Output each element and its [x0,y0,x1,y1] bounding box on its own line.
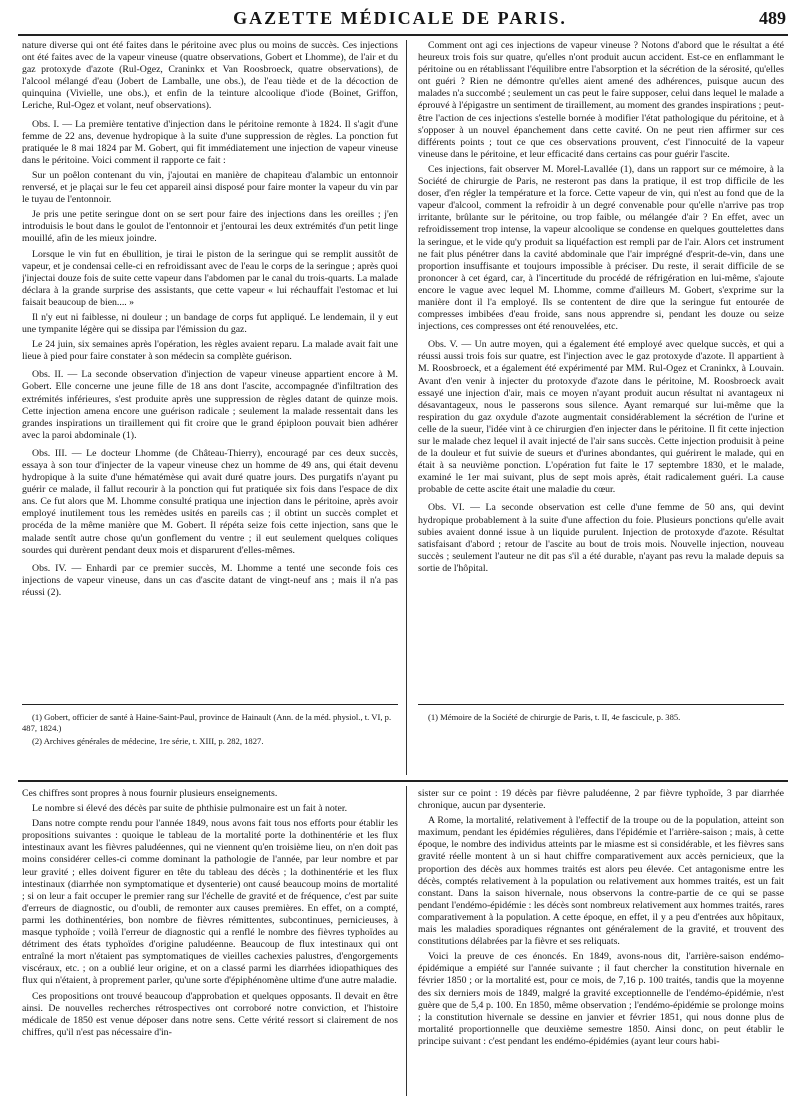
page-number: 489 [759,8,786,28]
paragraph: Je pris une petite seringue dont on se sert pour faire des injections dans les oreilles ; j'en introduisis le bout dans le goulot de l'entonnoir et j'entourai les deux extrémités d'un petit linge mouillé, afin de les mieux joindre. [22,209,398,245]
paragraph: Ces propositions ont trouvé beaucoup d'approbation et quelques opposants. Il devait en être ainsi. De nouvelles recherches rétrospectives ont corroboré notre conviction, et l'histoire médicale de 1850 est venue déposer dans notre sens. Cette vérité ressort si clairement de nos chiffres, qu'il n'est pas nécessaire d'in- [22,990,398,1038]
page-title: GAZETTE MÉDICALE DE PARIS. [233,8,567,28]
column-divider [406,786,407,1096]
footnote: (1) Mémoire de la Société de chirurgie de Paris, t. II, 4e fascicule, p. 385. [428,712,681,722]
article-column-right [418,40,784,692]
article-column-left [22,40,398,692]
page-header [0,0,800,36]
footnote-rule [22,704,398,705]
column-divider [406,40,407,775]
paragraph: sister sur ce point : 19 décès par fièvre paludéenne, 2 par fièvre typhoïde, 3 par diarrhée chronique, aucun par dysenterie. [418,788,784,812]
paragraph: Obs. II. — La seconde observation d'injection de vapeur vineuse appartient encore à M. Gobert. Elle concerne une jeune fille de 18 ans dont l'ascite, accompagnée d'infiltration des extrémités inférieures, s'est produite après une suppression de règles datant de quinze mois. Cette injection amena encore une guérison radicale ; seulement la malade ressentait dans les grandes inspirations un tiraillement qui fit croire que le grand épiploon pouvait bien adhérer avec la paroi abdominale (1). [22,369,398,441]
footnote: (1) Gobert, officier de santé à Haine-Saint-Paul, province de Hainault (Ann. de la méd. physiol., t. VI, p. 487, 1824.) [22,712,392,733]
paragraph: A Rome, la mortalité, relativement à l'effectif de la troupe ou de la population, atteint son maximum, pendant les épidémies régulières, dans l'épidémie et l'arrière-saison ; mais, à cette époque, le nombre des individus atteints par le miasme est si considérable, et les fièvres sans gravité réelle montent à un si haut chiffre comparativement aux accès pernicieux, que la proportion des décès aux hommes traités est alors peu élevée. Cet antagonisme entre les décès, comptés relativement à la population ou relativement aux hommes traités, est un fait constant. Dans la saison hivernale, nous observons la contre-partie de ce qui se passe pendant l'endémo-épidémie : les décès sont nombreux relativement aux hommes traités, rares comparativement à la population. A cette époque, en effet, il y a peu d'entrées aux hôpitaux, mais les maladies sporadiques régnantes ont généralement de la gravité, et trouvent des constitutions délabrées par la fièvre et ses reliquats. [418,815,784,948]
paragraph: Obs. III. — Le docteur Lhomme (de Château-Thierry), encouragé par ces deux succès, essaya à son tour d'injecter de la vapeur vineuse chez un homme de 49 ans, qui était devenu hydropique à la suite d'une hématémèse qui avait duré quatre jours. Des purgatifs n'ayant pu guérir ce malade, il fallut recourir à la ponction qui fut pratiquée six fois dans l'espace de dix ans. Ce fut alors que M. Lhomme consulté pratiqua une injection dans le péritoine, après avoir employé inutilement tous les remèdes usités en pareils cas ; il obtint un succès complet et procéda de la même manière que M. Gobert. Il répéta seize fois cette injection, sans que le malade sentît autre chose qu'un gonflement du ventre ; il eut seulement quelques coliques sourdes qui durèrent pendant deux mois et disparurent d'elles-mêmes. [22,447,398,556]
paragraph: Obs. I. — La première tentative d'injection dans le péritoine remonte à 1824. Il s'agit d'une femme de 22 ans, devenue hydropique à la suite d'une suppression de règles. La ponction fut pratiquée le 8 mai 1824 par M. Gobert, qui fit immédiatement une injection de vapeur vineuse dans le péritoine. Voici comment il rapporte ce fait : [22,118,398,166]
paragraph: Le 24 juin, six semaines après l'opération, les règles avaient reparu. La malade avait fait une lieue à pied pour faire constater à son médecin sa complète guérison. [22,339,398,363]
paragraph: Obs. IV. — Enhardi par ce premier succès, M. Lhomme a tenté une seconde fois ces injections de vapeur vineuse, dans un cas d'ascite datant de vingt-neuf ans ; mais il n'a pas réussi (2). [22,562,398,598]
paragraph: Lorsque le vin fut en ébullition, je tirai le piston de la seringue qui se remplit aussitôt de vapeur, et je condensai celle-ci en refroidissant avec de l'eau le corps de la seringue ; après quoi j'injectai douze fois de suite cette vapeur dans l'abdomen par le canal du trois-quarts. La malade déclara à la grande surprise des assistants, que cette vapeur « lui réchauffait l'estomac et lui faisait beaucoup de bien.... » [22,248,398,308]
paragraph: nature diverse qui ont été faites dans le péritoine avec plus ou moins de succès. Ces injections ont été faites avec de la vapeur vineuse (quatre observations, Gobert et Lhomme), de l'air et du gaz protoxyde d'azote (Rul-Ogez, Craninkx et Van Roosbroeck, quatre observations), de l'alcool mélangé d'eau (Jobert de Lamballe, une obs.), de l'eau tiède et de la décoction de quinquina (Vivielle, une obs.), et enfin de la teinture alcoolique d'iode (Boinet, Griffon, Leriche, Rul-Ogez et volant, neuf observations). [22,40,398,112]
paragraph: Il n'y eut ni faiblesse, ni douleur ; un bandage de corps fut appliqué. Le lendemain, il y eut une tympanite légère qui se dissipa par l'émission du gaz. [22,311,398,336]
paragraph: Sur un poêlon contenant du vin, j'ajoutai en manière de chapiteau d'alambic un entonnoir renversé, et je plaçai sur le feu cet appareil ainsi disposé pour faire monter la vapeur du vin par le tuyau de l'entonnoir. [22,169,398,206]
paragraph: Comment ont agi ces injections de vapeur vineuse ? Notons d'abord que le résultat a été heureux trois fois sur quatre, qu'elles n'ont produit aucun accident. Est-ce en enflammant le péritoine ou en rétablissant l'équilibre entre l'absorption et la sécrétion de la sérosité, qu'elles ont guéri ? Rien ne démontre qu'elles aient amené des adhérences, puisque aucun des malades n'a succombé ; seulement un cas peut le faire supposer, celui dans lequel le malade a éprouvé à l'épigastre un sentiment de tiraillement, au moment des grandes inspirations ; peut-être l'action de ces injections s'estelle bornée à modifier l'état pathologique du péritoine, et à s'opposer à un nouvel épanchement dans cette cavité. On ne peut rien affirmer sur ces différents points ; tout ce que ces observations prouvent, c'est l'innocuité de la vapeur vineuse dans le péritoine, et leur efficacité dans certains cas pour guérir l'ascite. [418,40,784,160]
report-column-left [22,788,398,1094]
report-column-right [418,788,784,1094]
footnote-rule [418,704,784,705]
paragraph: Ces chiffres sont propres à nous fournir plusieurs enseignements. [22,788,278,799]
paragraph: Obs. V. — Un autre moyen, qui a également été employé avec quelque succès, et qui a réussi aussi trois fois sur quatre, est l'injection avec le gaz protoxyde d'azote. Il appartient à M. Roosbroeck, et a également été expérimenté par MM. Rul-Ogez et Craninkx, à Louvain. Avant d'en venir à injecter du protoxyde d'azote dans le péritoine, M. Roosbroeck avait essayé une injection d'air, mais ce moyen n'ayant produit aucun résultat ni avantageux ni désavantageux, nous le passerons sous silence. Ayant remarqué sur lui-même que la respiration du gaz oxydule d'azote augmentait considérablement la sécrétion de l'urine et celle de la sueur, l'idée vint à ce chirurgien d'en injecter dans le péritoine. Il fit cette injection sur le malade chez lequel il avait injecté de l'air sans succès. Cette injection produisit à peine de la douleur et fut suivie de sueurs et d'urines abondantes, qui guérirent le malade, qui en était à sa neuvième ponction. L'opération fut faite le 17 septembre 1830, et le malade, examiné le 1er mai suivant, plus de sept mois après, était radicalement guéri. La cause probable de cette ascite était une maladie du cœur. [418,339,784,496]
footnotes-left [22,712,398,749]
header-rule [18,34,788,36]
paragraph: Dans notre compte rendu pour l'année 1849, nous avons fait tous nos efforts pour établir les propositions suivantes : quoique le tableau de la mortalité porte la dothinentérie et les flux intestinaux avant les fièvres paludéennes, qui ne viennent qu'en troisième lieu, on n'en doit pas moins considérer celles-ci comme dominant la pathologie de l'année, par leur nombre et par leur gravité ; elles doivent figurer en tête du tableau des décès ; la dothinentérie et les flux intestinaux (diarrhée non symptomatique et dysenterie) ont causé beaucoup moins de mortalité ; si on leur a fait occuper le premier rang sur l'échelle de gravité et de fréquence, c'est par suite d'erreurs de diagnostic, ou d'oubli, de remonter aux causes premières. En effet, on a compté, parmi les dothinentéries, bon nombre de fièvres rémittentes, subcontinues, pernicieuses, à masque typhoïde ; voilà l'erreur de diagnostic qui a renflé le nombre des fièvres typhoïdes au détriment des états typhoïdes d'origine paludéenne. Beaucoup de flux intestinaux qui ont entraîné la mort n'étaient pas symptomatiques de vieilles cachexies palustres, d'engorgements viscéraux, etc. ; on a oublié leur origine, et on a classé parmi les diarrhées idiopathiques des flux qui n'étaient, à proprement parler, qu'une sorte d'épiphénomène ultime d'une autre maladie. [22,818,398,987]
section-rule [18,780,788,782]
footnote: (2) Archives générales de médecine, 1re série, t. XIII, p. 282, 1827. [32,736,264,746]
paragraph: Le nombre si élevé des décès par suite de phthisie pulmonaire est un fait à noter. [32,803,348,815]
paragraph: Voici la preuve de ces énoncés. En 1849, avons-nous dit, l'arrière-saison endémo-épidémique a empiété sur l'année suivante ; il faut chercher la constitution hivernale en février 1850 ; or la mortalité est, pour ce mois, de 7,16 p. 100 traités, tandis que la moyenne des six derniers mois de 1849, malgré la gravité exceptionnelle de l'endémo-épidémie, n'est guère que de 5,4 p. 100. En 1850, même observation ; l'endémo-épidémie se prolonge moins ; la constitution hivernale se dessine en janvier et février 1851, qui nous donne plus de mortalité proportionnelle que deuxième semestre 1850. Ainsi donc, on peut établir le principe suivant : c'est pendant les endémo-épidémies (ayant leur cours habi- [418,951,784,1047]
paragraph: Ces injections, fait observer M. Morel-Lavallée (1), dans un rapport sur ce mémoire, à la Société de chirurgie de Paris, ne resteront pas dans la pratique, il est trop difficile de les doser, d'en régler la température et la force. Cette vapeur de vin, qui n'est au fond que de la vapeur d'alcool, comment la refroidir à un degré convenable pour qu'elle n'arrive pas trop irritante, brûlante sur le péritoine, ou trop faible, ou mélangée d'air ? En effet, avec un refroidissement trop intense, la vapeur alcoolique se condense en quelques gouttelettes dans la seringue, et le vide qu'y produit sa liquéfaction est rempli par de l'air. Alors cet instrument ne fait plus pénétrer dans la cavité abdominale que l'air imprégné d'esprit-de-vin, dans une proportion insuffisante et toujours impossible à préciser. Du reste, il serait difficile de se prononcer à cet égard, car, à l'incertitude du procédé de réfrigération en lui-même, s'ajoute encore le vague avec lequel M. Lhomme, comme d'ailleurs M. Gobert, s'exprime sur la manière dont il l'a employé. Ils se contentent de dire que la seringue fut entourée de compresses imbibées d'eau froide, sans nous apprendre si, pendant les douze ou seize injections, ces compresses ont été renouvelées, etc. [418,163,784,333]
footnotes-right [418,712,784,725]
paragraph: Obs. VI. — La seconde observation est celle d'une femme de 50 ans, qui devint hydropique probablement à la suite d'une affection du foie. Plusieurs ponctions qu'elle avait subies avaient donné issue à un liquide purulent. Injection de protoxyde d'azote. Résultat satisfaisant d'abord ; retour de l'ascite au bout de trois mois. Nouvelle injection, nouveau succès ; seulement l'auteur ne dit pas s'il a été durable, n'ayant pas revu la malade depuis sa sortie de l'hôpital. [418,502,784,574]
